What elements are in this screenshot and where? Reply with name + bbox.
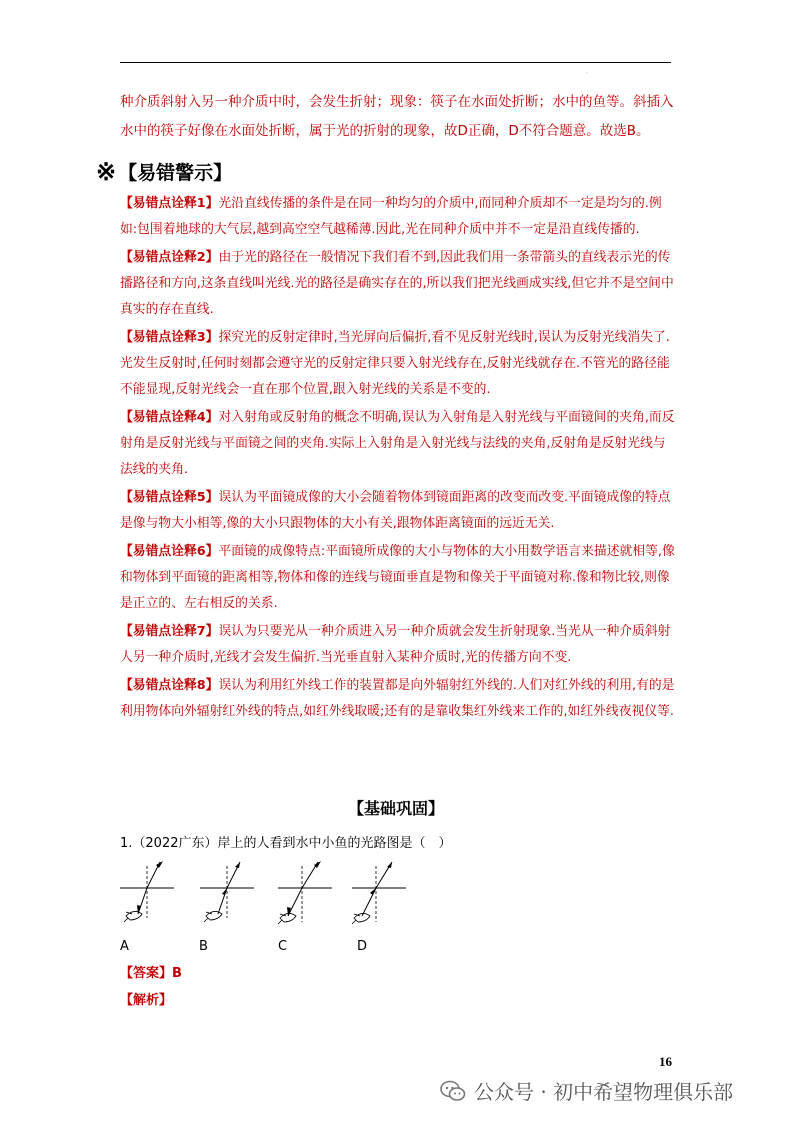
- error-note-tag: 【易错点诠释4】: [120, 410, 219, 425]
- error-note-5: [120, 485, 676, 537]
- header-dot: ·: [586, 70, 588, 77]
- option-labels: [120, 939, 420, 959]
- warning-heading: [96, 156, 232, 186]
- error-note-tag: 【易错点诠释3】: [120, 330, 219, 345]
- error-note-4: [120, 405, 676, 483]
- error-note-text: 探究光的反射定律时,当光屏向后偏折,看不见反射光线时,误认为反射光线消失了.光发生反射时,任何时刻都会遵守光的反射定律只要入射光线存在,反射光线就存在.不管光的路径能不能显现,反射光线会一直在那个位置,跟入射光线的关系是不变的.: [120, 330, 670, 397]
- question-text: 1.（2022广东）岸上的人看到水中小鱼的光路图是（ ）: [120, 836, 452, 851]
- option-label-c: C: [278, 939, 288, 954]
- error-note-tag: 【易错点诠释6】: [120, 544, 219, 559]
- error-note-1: [120, 191, 676, 243]
- option-label-d: D: [357, 939, 368, 954]
- error-note-tag: 【易错点诠释8】: [120, 678, 219, 693]
- error-note-text: 光沿直线传播的条件是在同一种均匀的介质中,而同种介质却不一定是均匀的.例如:包围着地球的大气层,越到高空空气越稀薄.因此,光在同种介质中并不一定是沿直线传播的.: [120, 196, 662, 237]
- reference-mark-icon: ※: [96, 156, 117, 186]
- page-number: 16: [659, 1054, 672, 1069]
- answer-line: 【答案】B: [120, 966, 182, 981]
- error-note-3: [120, 325, 676, 403]
- error-note-text: 误认为只要光从一种介质进入另一种介质就会发生折射现象.当光从一种介质斜射人另一种介质时,光线才会发生偏折.当光垂直射入某种介质时,光的传播方向不变.: [120, 624, 671, 665]
- option-figures: [118, 856, 408, 936]
- error-note-tag: 【易错点诠释7】: [120, 624, 219, 639]
- option-label-b: B: [199, 939, 208, 954]
- error-note-text: 由于光的路径在一般情况下我们看不到,因此我们用一条带箭头的直线表示光的传播路径和方向,这条直线叫光线.光的路径是确实存在的,所以我们把光线画成实线,但它并不是空间中真实的存在直线.: [120, 250, 674, 317]
- figure-a: [118, 856, 178, 936]
- error-note-2: [120, 245, 676, 323]
- error-note-tag: 【易错点诠释2】: [120, 250, 219, 265]
- error-notes-list: [120, 191, 676, 727]
- wechat-icon: [440, 1080, 466, 1102]
- option-label-a: A: [120, 939, 129, 954]
- intro-paragraph: 种介质斜射入另一种介质中时，会发生折射；现象：筷子在水面处折断；水中的鱼等。斜插入水中的筷子好像在水面处折断，属于光的折射的现象，故D正确，D不符合题意。故选B。: [120, 94, 674, 139]
- error-note-text: 对入射角或反射角的概念不明确,误认为入射角是入射光线与平面镜间的夹角,而反射角是反射光线与平面镜之间的夹角.实际上入射角是入射光线与法线的夹角,反射角是反射光线与法线的夹角.: [120, 410, 675, 477]
- error-note-tag: 【易错点诠释5】: [120, 490, 219, 505]
- error-note-6: [120, 539, 676, 617]
- error-note-text: 误认为利用红外线工作的装置都是向外辐射红外线的.人们对红外线的利用,有的是利用物体向外辐射红外线的特点,如红外线取暖;还有的是靠收集红外线来工作的,如红外线夜视仪等.: [120, 678, 675, 719]
- analysis-heading: 【解析】: [120, 993, 173, 1008]
- error-note-text: 误认为平面镜成像的大小会随着物体到镜面距离的改变而改变.平面镜成像的特点是像与物大小相等,像的大小只跟物体的大小有关,跟物体距离镜面的远近无关.: [120, 490, 671, 531]
- figure-c: [276, 856, 336, 936]
- header-rule: [120, 62, 671, 63]
- watermark-text: 公众号 · 初中希望物理俱乐部: [474, 1080, 734, 1104]
- error-note-8: [120, 673, 676, 725]
- warning-heading-text: 【易错警示】: [118, 161, 233, 184]
- figure-b: [198, 856, 258, 936]
- error-note-text: 平面镜的成像特点:平面镜所成像的大小与物体的大小用数学语言来描述就相等,像和物体到平面镜的距离相等,物体和像的连线与镜面垂直是物和像关于平面镜对称.像和物比较,则像是正立的、左右相反的关系.: [120, 544, 675, 611]
- error-note-tag: 【易错点诠释1】: [120, 196, 219, 211]
- error-note-7: [120, 619, 676, 671]
- section-title: 【基础巩固】: [347, 799, 444, 818]
- figure-d: [350, 856, 410, 936]
- watermark: [440, 1076, 733, 1105]
